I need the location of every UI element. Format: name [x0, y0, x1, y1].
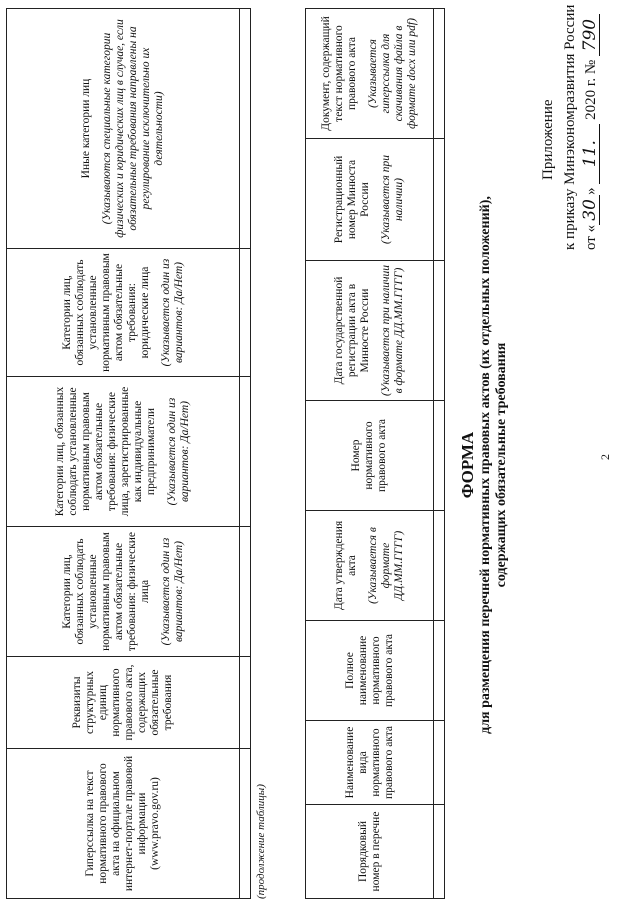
year-label: 2020 г. №: [583, 59, 599, 120]
header-cell: Регистрационный номер Минюста России (Указывается при наличии): [306, 139, 434, 261]
header-cell: Категории лиц, обязанных соблюдать установленные нормативным правовым актом обязательные требования: физические лица, зарегистрированные как индивидуальные предприниматели (Указывается один из вариантов: Да/Нет): [7, 377, 240, 527]
header-cell: Дата государственной регистрации акта в Минюсте России (Указывается при наличии в формате ДД.ММ.ГГГГ): [306, 261, 434, 401]
handwritten-month: 11.: [582, 124, 600, 184]
continuation-header-row: [7, 9, 240, 899]
acts-table: [305, 8, 445, 899]
acts-table-header-row: [306, 9, 434, 899]
continuation-empty-row: [240, 9, 251, 899]
order-line: к приказу Минэкономразвития России: [562, 4, 578, 250]
page-number: 2: [598, 454, 612, 460]
form-title-line-2: для размещения перечней нормативных правовых актов (их отдельных положений),: [478, 196, 493, 734]
header-cell: Категории лиц, обязанных соблюдать установленные нормативным правовым актом обязательные требования: физические лица (Указывается один из вариантов: Да/Нет): [7, 527, 240, 657]
order-date-line: [582, 14, 600, 250]
handwritten-day: 30: [582, 195, 600, 225]
date-prefix: от «: [583, 224, 599, 250]
acts-table-continuation: [6, 8, 251, 899]
form-title-line-3: содержащих обязательные требования: [494, 342, 509, 588]
appendix-label: Приложение: [540, 99, 556, 180]
date-suffix: »: [583, 187, 599, 195]
header-cell: Гиперссылка на текст нормативного правового акта на официальном интернет-портале правовой информации (www.pravo.gov.ru): [7, 749, 240, 899]
continuation-label: (продолжение таблицы): [255, 784, 267, 899]
header-cell: Дата утверждения акта (Указывается в формате ДД.ММ.ГГГГ): [306, 511, 434, 621]
header-cell: Реквизиты структурных единиц нормативного правового акта, содержащих обязательные требования: [7, 657, 240, 749]
form-title-main: ФОРМА: [458, 431, 477, 499]
handwritten-order-number: 790: [582, 14, 600, 56]
header-cell: Документ, содержащий текст нормативного правового акта (Указывается гиперссылка для скачивания файла в формате docx или pdf): [306, 9, 434, 139]
header-cell: Полное наименование нормативного правового акта: [306, 621, 434, 721]
header-cell: Наименование вида нормативного правового акта: [306, 721, 434, 805]
header-cell: Порядковый номер в перечне: [306, 805, 434, 899]
header-cell: Номер нормативного правового акта: [306, 401, 434, 511]
acts-table-empty-row: [434, 9, 445, 899]
form-title: [458, 185, 510, 745]
header-cell: Иные категории лиц (Указываются специальные категории физических и юридических лиц в случае, если обязательные требования направлены на регулирование исключительно их деятельности): [7, 9, 240, 249]
header-cell: Категории лиц, обязанных соблюдать установленные нормативным правовым актом обязательные требования: юридические лица (Указывается один из вариантов: Да/Нет): [7, 249, 240, 377]
